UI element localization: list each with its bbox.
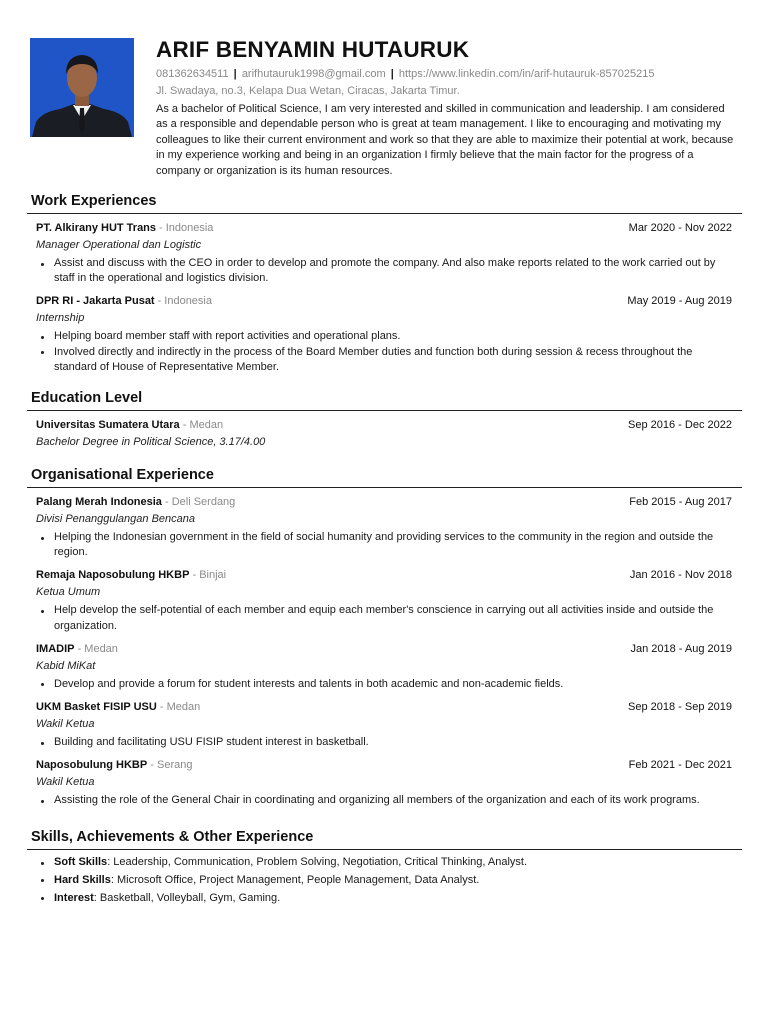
dash: - (159, 222, 163, 234)
job-title: Manager Operational dan Logistic (36, 239, 202, 251)
organisation-entry (27, 700, 742, 750)
bullet-item: Assisting the role of the General Chair in coordinating and organizing all members of the organization and each of its work programs. (53, 793, 732, 808)
position: Ketua Umum (36, 586, 101, 599)
date-range: Sep 2018 - Sep 2019 (628, 701, 732, 714)
date-range: Mar 2020 - Nov 2022 (628, 222, 732, 234)
date-range: Feb 2015 - Aug 2017 (629, 496, 732, 508)
work-entry (27, 294, 742, 375)
bullet-item: Helping board member staff with report activities and operational plans. (53, 329, 732, 344)
organization-name: Palang Merah Indonesia (36, 496, 162, 508)
date-range: Sep 2016 - Dec 2022 (628, 419, 732, 431)
candidate-name: ARIF BENYAMIN HUTAURUK (156, 37, 470, 62)
skill-item (53, 873, 732, 888)
location: - Binjai (192, 569, 227, 582)
date-range: Jan 2016 - Nov 2018 (629, 569, 732, 582)
date-range: Feb 2021 - Dec 2021 (628, 759, 732, 772)
header (156, 36, 738, 179)
contact-separator: | (233, 68, 237, 80)
date-range: May 2019 - Aug 2019 (627, 295, 732, 308)
education-entry (27, 418, 742, 450)
linkedin-link[interactable]: https://www.linkedin.com/in/arif-hutauruk-857025215 (398, 68, 655, 80)
contact-line (156, 67, 738, 82)
dash: - (157, 295, 162, 308)
bullet-item: Involved directly and indirectly in the process of the Board Member duties and function both during session & recess throughout the standard of House of Representative Member. (53, 345, 732, 375)
location: Indonesia (165, 222, 214, 234)
location: - Medan (159, 701, 201, 714)
position: Kabid MiKat (36, 659, 96, 672)
position: Wakil Ketua (36, 776, 95, 789)
location: - Serang (150, 759, 193, 772)
section-title: Organisational Experience (27, 466, 742, 488)
person-portrait-icon (30, 38, 134, 137)
skill-text: : Leadership, Communication, Problem Solving, Negotiation, Critical Thinking, Analyst. (107, 856, 528, 868)
work-experience-section (27, 192, 742, 375)
organization-name: PT. Alkirany HUT Trans (36, 222, 157, 234)
organisational-experience-section (27, 466, 742, 808)
organization-name: Naposobulung HKBP (36, 759, 148, 772)
organisation-entry (27, 758, 742, 808)
bullet-item: Assist and discuss with the CEO in order to develop and promote the company. And also make reports related to the work carried out by staff in the operational and logistics division. (53, 256, 732, 286)
position: Divisi Penanggulangan Bencana (36, 513, 196, 525)
phone-number: 081362634511 (156, 68, 229, 80)
organization-name: DPR RI - Jakarta Pusat (36, 295, 155, 308)
skill-item (53, 855, 732, 870)
degree: Bachelor Degree in Political Science, 3.17/4.00 (36, 436, 266, 448)
skill-text: : Basketball, Volleyball, Gym, Gaming. (93, 891, 281, 904)
bullet-item: Building and facilitating USU FISIP student interest in basketball. (53, 735, 732, 750)
organisation-entry (27, 642, 742, 692)
location: - Medan (77, 642, 118, 655)
contact-separator: | (390, 68, 394, 80)
section-title: Skills, Achievements & Other Experience (27, 828, 742, 850)
job-title: Internship (36, 312, 85, 325)
skill-label: Interest (54, 891, 94, 904)
address: Jl. Swadaya, no.3, Kelapa Dua Wetan, Ciracas, Jakarta Timur. (156, 85, 460, 97)
organization-name: Remaja Naposobulung HKBP (36, 569, 190, 582)
organization-name: IMADIP (36, 642, 75, 655)
profile-summary: As a bachelor of Political Science, I am very interested and skilled in communication and leadership. I am considered as a responsible and dependable person who is great at team management. I like to encouraging and motivating my colleagues to like their current environment and work so that they are able to maximize their potential at work, because in my experience working and being in an organization I firmly believe that the main factor for the progress of a company or organization is its human resources. (156, 103, 734, 177)
skill-item (53, 891, 732, 906)
work-entry (27, 221, 742, 286)
organisation-entry (27, 495, 742, 560)
section-title: Work Experiences (27, 192, 742, 214)
skills-section (27, 828, 742, 908)
skill-text: : Microsoft Office, Project Management, People Management, Data Analyst. (110, 873, 480, 886)
section-title: Education Level (27, 389, 742, 411)
institution-name: Universitas Sumatera Utara (36, 419, 180, 431)
profile-photo (30, 38, 134, 137)
bullet-item: Develop and provide a forum for student interests and talents in both academic and non-academic fields. (53, 677, 732, 692)
location: Indonesia (164, 295, 212, 308)
organization-name: UKM Basket FISIP USU (36, 701, 157, 714)
date-range: Jan 2018 - Aug 2019 (630, 642, 732, 655)
bullet-item: Helping the Indonesian government in the field of social humanity and providing services to the community in the region and outside the region. (53, 530, 732, 560)
skill-label: Soft Skills (54, 856, 108, 868)
location: - Deli Serdang (164, 496, 236, 508)
skill-label: Hard Skills (54, 873, 111, 886)
bullet-item: Help develop the self-potential of each member and equip each member's conscience in carrying out all activities inside and outside the organization. (53, 603, 732, 633)
organisation-entry (27, 568, 742, 633)
location: - Medan (182, 419, 224, 431)
position: Wakil Ketua (36, 718, 95, 731)
email-link[interactable]: arifhutauruk1998@gmail.com (241, 68, 386, 80)
education-section (27, 389, 742, 450)
